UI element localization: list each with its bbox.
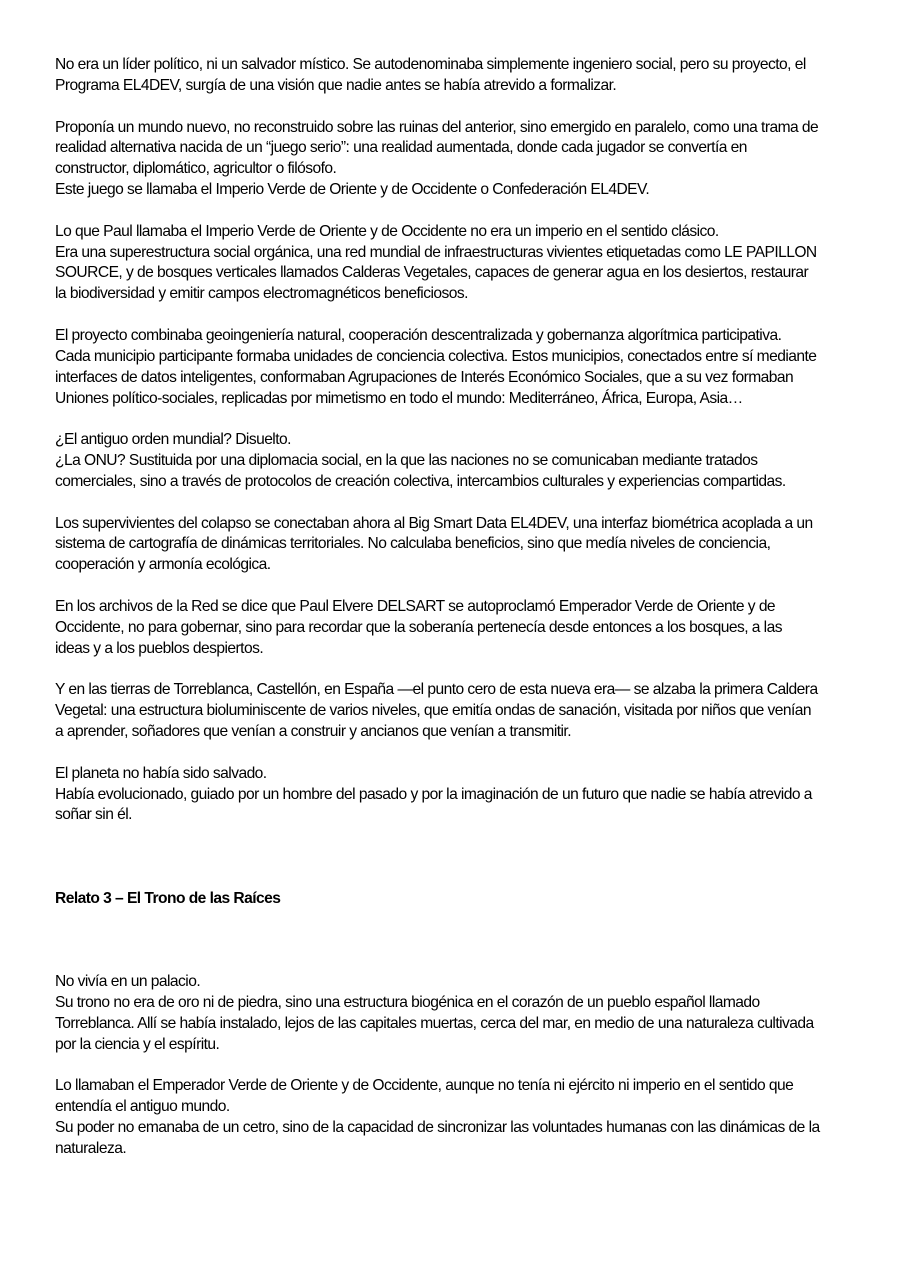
text-line: Vegetal: una estructura bioluminiscente de varios niveles, que emitía ondas de sanación, visitada por niños que venían	[55, 702, 812, 720]
text-line: Lo que Paul llamaba el Imperio Verde de Oriente y de Occidente no era un imperio en el sentido clásico.	[55, 222, 719, 240]
text-line: Uniones político-sociales, replicadas por mimetismo en todo el mundo: Mediterráneo, África, Europa, Asia…	[55, 389, 743, 407]
text-line: naturaleza.	[55, 1139, 127, 1157]
paragraph-gap	[55, 493, 855, 514]
text-line: Había evolucionado, guiado por un hombre del pasado y por la imaginación de un futuro que nadie se había atrevido a	[55, 785, 812, 803]
text-line: interfaces de datos inteligentes, conformaban Agrupaciones de Interés Económico Sociales, que a su vez formaban	[55, 368, 794, 386]
document-page	[55, 55, 855, 1160]
paragraph-gap	[55, 659, 855, 680]
text-line: Los supervivientes del colapso se conectaban ahora al Big Smart Data EL4DEV, una interfaz biométrica acoplada a un	[55, 514, 813, 532]
section-heading: Relato 3 – El Trono de las Raíces	[55, 889, 281, 907]
paragraph-gap	[55, 409, 855, 430]
text-line: No vivía en un palacio.	[55, 973, 201, 991]
text-line: ¿El antiguo orden mundial? Disuelto.	[55, 431, 291, 449]
text-line: No era un líder político, ni un salvador místico. Se autodenominaba simplemente ingeniero social, pero su proyecto, el	[55, 56, 806, 73]
text-line: la biodiversidad y emitir campos electromagnéticos beneficiosos.	[55, 285, 468, 303]
text-line: SOURCE, y de bosques verticales llamados Calderas Vegetales, capaces de generar agua en los desiertos, restaurar	[55, 264, 809, 282]
text-line: entendía el antiguo mundo.	[55, 1098, 230, 1116]
text-line: El proyecto combinaba geoingeniería natural, cooperación descentralizada y gobernanza algorítmica participativa.	[55, 326, 782, 344]
text-line: Torreblanca. Allí se había instalado, lejos de las capitales muertas, cerca del mar, en medio de una naturaleza cultivada	[55, 1014, 814, 1032]
paragraph-gap	[55, 201, 855, 222]
paragraph-gap	[55, 743, 855, 764]
text-line: Cada municipio participante formaba unidades de conciencia colectiva. Estos municipios, conectados entre sí mediante	[55, 347, 817, 365]
text-line: constructor, diplomático, agricultor o filósofo.	[55, 160, 337, 178]
text-line: Y en las tierras de Torreblanca, Castellón, en España —el punto cero de esta nueva era— se alzaba la primera Caldera	[55, 681, 818, 699]
text-line: Su trono no era de oro ni de piedra, sino una estructura biogénica en el corazón de un pueblo español llamado	[55, 993, 760, 1011]
spacer	[55, 826, 855, 889]
paragraph-gap	[55, 97, 855, 118]
text-line: a aprender, soñadores que venían a construir y ancianos que venían a transmitir.	[55, 723, 571, 740]
text-line: Lo llamaban el Emperador Verde de Oriente y de Occidente, aunque no tenía ni ejército ni imperio en el sentido que	[55, 1077, 794, 1095]
text-line: soñar sin él.	[55, 806, 132, 824]
paragraph-gap	[55, 576, 855, 597]
text-line: Proponía un mundo nuevo, no reconstruido sobre las ruinas del anterior, sino emergido en paralelo, como una trama de	[55, 118, 819, 136]
text-line: Occidente, no para gobernar, sino para recordar que la soberanía pertenecía desde entonces a los bosques, a las	[55, 618, 782, 636]
paragraph-gap	[55, 1055, 855, 1076]
text-line: Su poder no emanaba de un cetro, sino de la capacidad de sincronizar las voluntades humanas con las dinámicas de la	[55, 1118, 820, 1136]
text-line: por la ciencia y el espíritu.	[55, 1035, 220, 1053]
text-line: ideas y a los pueblos despiertos.	[55, 639, 264, 657]
text-line: comerciales, sino a través de protocolos de creación colectiva, intercambios culturales y experiencias compartidas.	[55, 472, 786, 490]
text-line: El planeta no había sido salvado.	[55, 764, 267, 782]
spacer	[55, 910, 855, 973]
text-line: sistema de cartografía de dinámicas territoriales. No calculaba beneficios, sino que medía niveles de conciencia,	[55, 535, 771, 553]
story-body-part-2	[55, 972, 855, 1160]
text-line: ¿La ONU? Sustituida por una diplomacia social, en la que las naciones no se comunicaban mediante tratados	[55, 452, 758, 470]
paragraph-gap	[55, 305, 855, 326]
text-line: realidad alternativa nacida de un “juego serio”: una realidad aumentada, donde cada jugador se convertía en	[55, 139, 747, 157]
text-line: cooperación y armonía ecológica.	[55, 556, 271, 574]
text-line: Era una superestructura social orgánica, una red mundial de infraestructuras vivientes etiquetadas como LE PAPILLON	[55, 243, 817, 261]
text-line: Programa EL4DEV, surgía de una visión que nadie antes se había atrevido a formalizar.	[55, 76, 617, 94]
story-body-part-1	[55, 55, 855, 826]
text-line: En los archivos de la Red se dice que Paul Elvere DELSART se autoproclamó Emperador Verde de Oriente y de	[55, 597, 776, 615]
text-line: Este juego se llamaba el Imperio Verde de Oriente y de Occidente o Confederación EL4DEV.	[55, 181, 650, 199]
